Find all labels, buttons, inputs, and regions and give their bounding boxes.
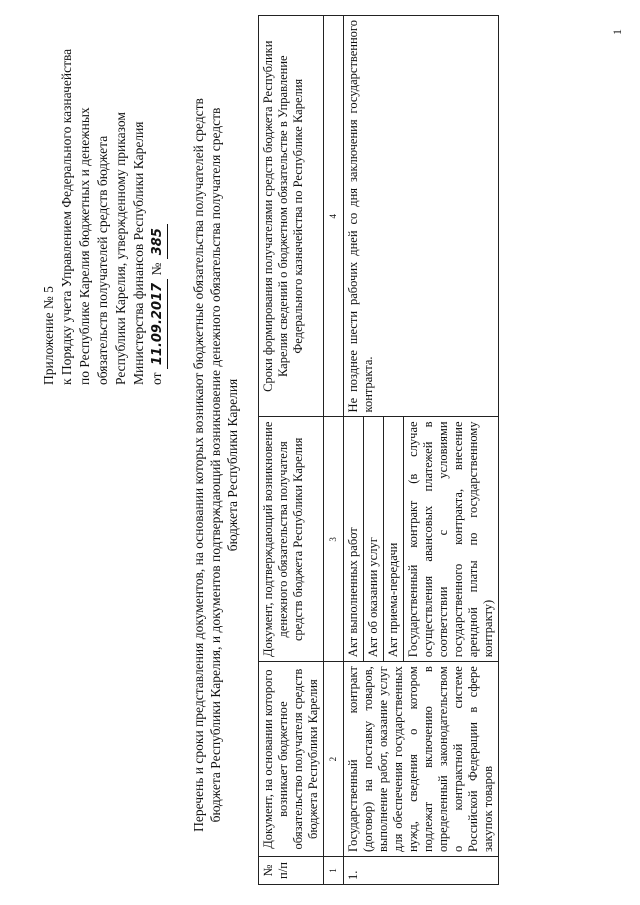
annex-block [40, 48, 168, 385]
annex-line: к Порядку учета Управлением Федерального казначейства [59, 48, 74, 385]
table-row [344, 16, 364, 885]
deadline-cell: Не позднее шести рабочих дней со дня заключения государственного контракта. [344, 16, 499, 417]
row-number: 1. [344, 857, 499, 885]
column-number-row [324, 16, 344, 885]
annex-line: обязательств получателей средств бюджета [95, 135, 110, 385]
annex-line: Министерства финансов Республики Карелия [131, 121, 146, 385]
confirming-document-cell: Акт выполненных работ [344, 417, 364, 662]
header-number: № п/п [259, 857, 324, 885]
col-number: 2 [324, 662, 344, 857]
col-number: 1 [324, 857, 344, 885]
table-header-row [259, 16, 324, 885]
annex-line: по Республике Карелия бюджетных и денежных [77, 107, 92, 385]
confirming-document-cell: Государственный контракт (в случае осуществления авансовых платежей в соответствии с условиями государственного контракта, внесение арендной платы по государственному контракту) [404, 417, 499, 662]
number-prefix: № [149, 262, 164, 276]
header-deadline: Сроки формирования получателями средств бюджета Республики Карелия сведений о бюджетном обязательстве в Управление Федерального казначейства по Республике Карелия [259, 16, 324, 417]
obligations-table [258, 15, 499, 885]
header-basis-document: Документ, на основании которого возникает бюджетное обязательство получателя средств бюджета Республики Карелия [259, 662, 324, 857]
page-number: 1 [610, 29, 624, 35]
annex-line: Республики Карелия, утвержденному приказом [113, 112, 128, 385]
annex-date-line [148, 55, 168, 385]
handwritten-date: 11.09.2017 [149, 279, 168, 369]
basis-document-cell: Государственный контракт (договор) на поставку товаров, выполнение работ, оказание услуг для обеспечения государственных нужд, сведения о котором подлежат включению в определенный законодательством о контрактной системе Российской Федерации в сфере закупок товаров [344, 662, 499, 857]
header-confirming-document: Документ, подтверждающий возникновение денежного обязательства получателя средств бюджета Республики Карелия [259, 417, 324, 662]
confirming-document-cell: Акт приема-передачи [384, 417, 404, 662]
document-title: Перечень и сроки представления документов, на основании которых возникают бюджетные обязательства получателей средств бюджета Республики Карелия, и документов подтверждающий возникновение денежного обязательства получателя средств бюджета Республики Карелия [191, 98, 240, 832]
date-prefix: от [149, 372, 164, 385]
confirming-document-cell: Акт об оказании услуг [364, 417, 384, 662]
annex-line: Приложение № 5 [41, 286, 56, 385]
handwritten-number: 385 [149, 224, 168, 259]
col-number: 3 [324, 417, 344, 662]
col-number: 4 [324, 16, 344, 417]
